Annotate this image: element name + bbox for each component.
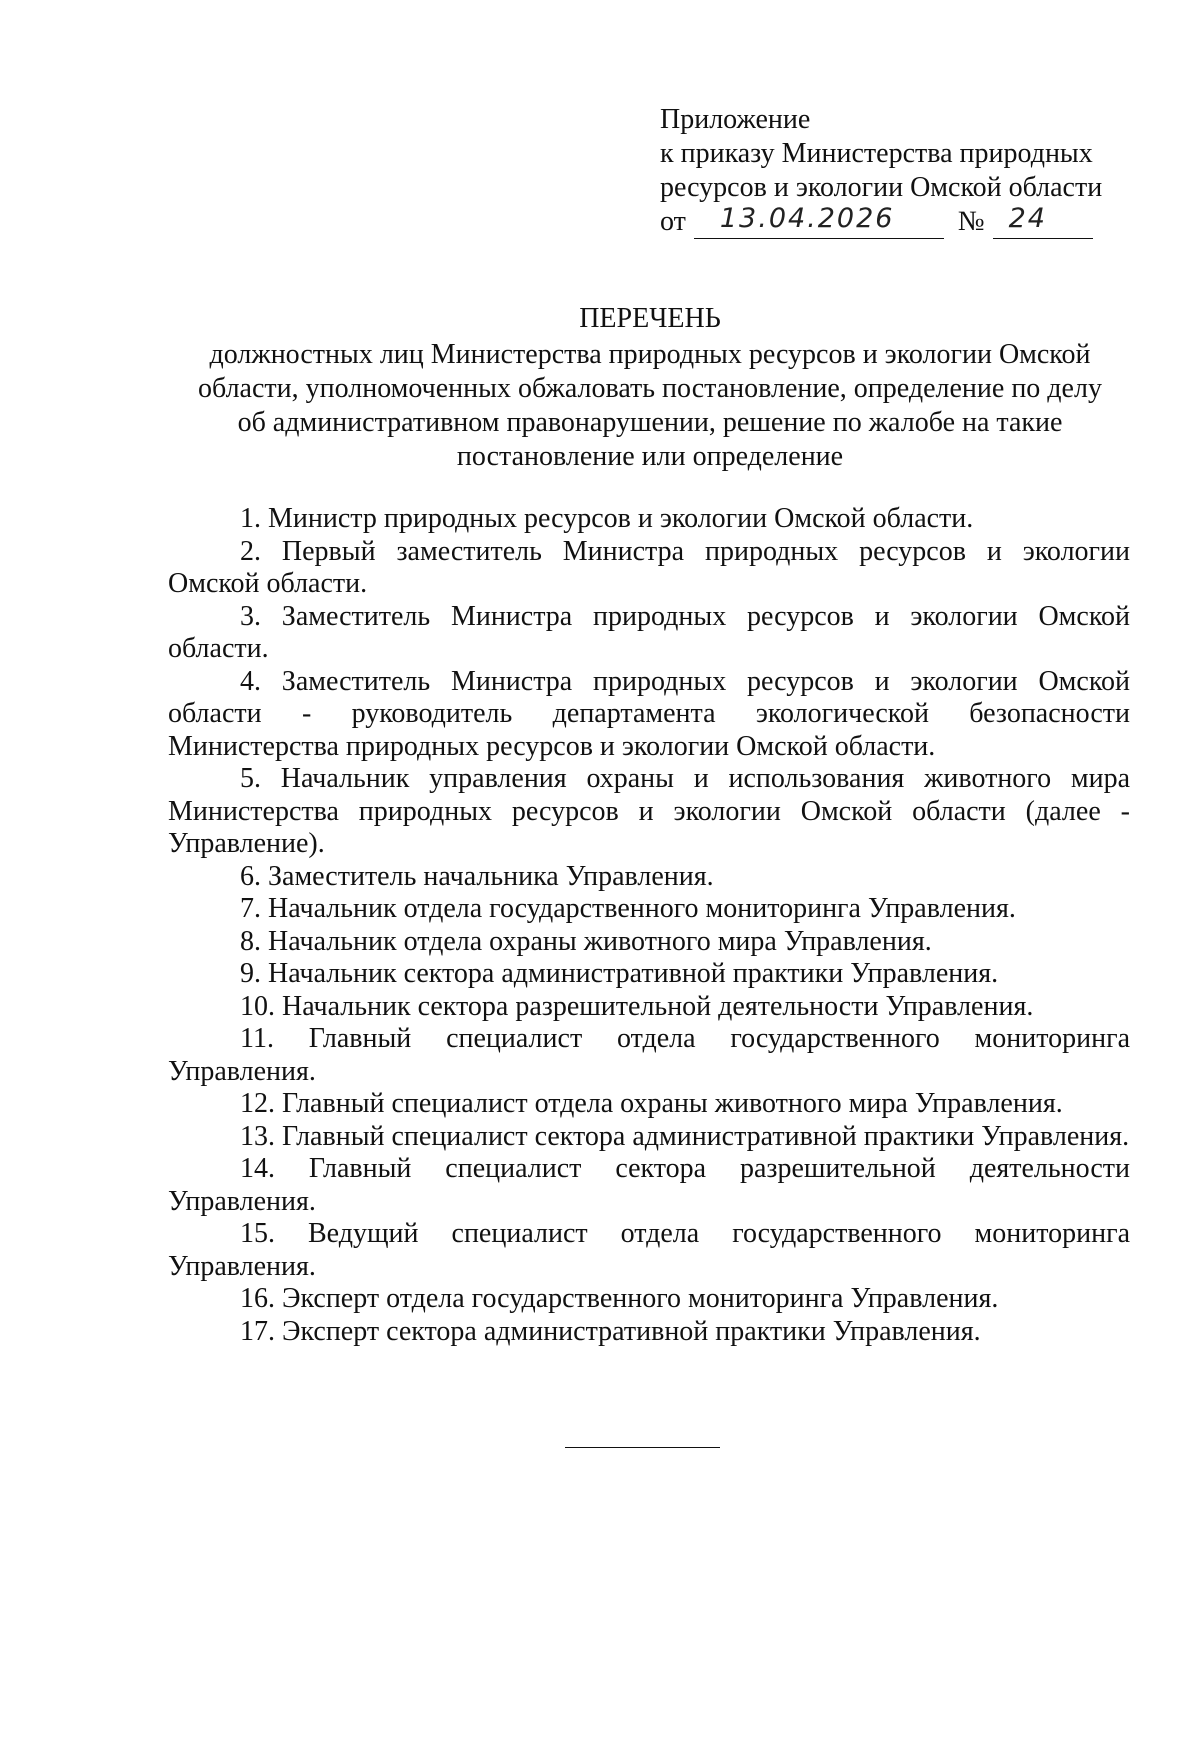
appendix-block [660,103,1130,239]
subtitle-line: должностных лиц Министерства природных ресурсов и экологии Омской [209,339,1091,370]
list-item: 2. Первый заместитель Министра природных ресурсов и экологии Омской области. [168,535,1130,599]
list-item: 9. Начальник сектора административной практики Управления. [240,958,999,989]
document-title: ПЕРЕЧЕНЬ [579,303,721,334]
date-prefix: от [660,206,686,237]
subtitle-line: постановление или определение [456,441,844,472]
list-item: 11. Главный специалист отдела государственного мониторинга Управления. [168,1023,1130,1087]
document-subtitle [150,338,1150,474]
appendix-label: Приложение [660,104,811,135]
appendix-ministry-line: ресурсов и экологии Омской области [660,172,1103,203]
list-item: 12. Главный специалист отдела охраны животного мира Управления. [240,1088,1063,1119]
list-item: 3. Заместитель Министра природных ресурсов и экологии Омской области. [168,600,1130,664]
subtitle-line: об административном правонарушении, решение по жалобе на такие [237,407,1063,438]
subtitle-line: области, уполномоченных обжаловать постановление, определение по делу [198,373,1102,404]
list-item: 4. Заместитель Министра природных ресурсов и экологии Омской области - руководитель департамента экологической безопасности Министерства природных ресурсов и экологии Омской области. [168,665,1130,762]
list-item: 5. Начальник управления охраны и использования животного мира Министерства природных ресурсов и экологии Омской области (далее - Управление). [168,763,1130,859]
date-field [694,203,944,239]
list-item: 7. Начальник отдела государственного мониторинга Управления. [240,893,1016,924]
list-item: 17. Эксперт сектора административной практики Управления. [240,1315,981,1347]
list-item: 6. Заместитель начальника Управления. [240,860,714,892]
list-item: 1. Министр природных ресурсов и экологии Омской области. [240,503,974,534]
handwritten-date: 13.04.2026 [719,203,895,234]
list-item: 14. Главный специалист сектора разрешительной деятельности Управления. [168,1153,1130,1217]
number-sign: № [957,206,985,237]
positions-list [168,503,1130,1348]
list-item: 10. Начальник сектора разрешительной деятельности Управления. [240,990,1034,1022]
list-item: 16. Эксперт отдела государственного мониторинга Управления. [240,1283,999,1314]
handwritten-number: 24 [1008,203,1047,234]
appendix-order-line: к приказу Министерства природных [660,138,1093,169]
appendix-date-row [660,205,1130,239]
list-item: 13. Главный специалист сектора административной практики Управления. [240,1120,1130,1152]
end-divider [565,1447,720,1448]
number-field [993,203,1093,239]
list-item: 15. Ведущий специалист отдела государственного мониторинга Управления. [168,1218,1130,1282]
list-item: 8. Начальник отдела охраны животного мира Управления. [240,925,932,957]
